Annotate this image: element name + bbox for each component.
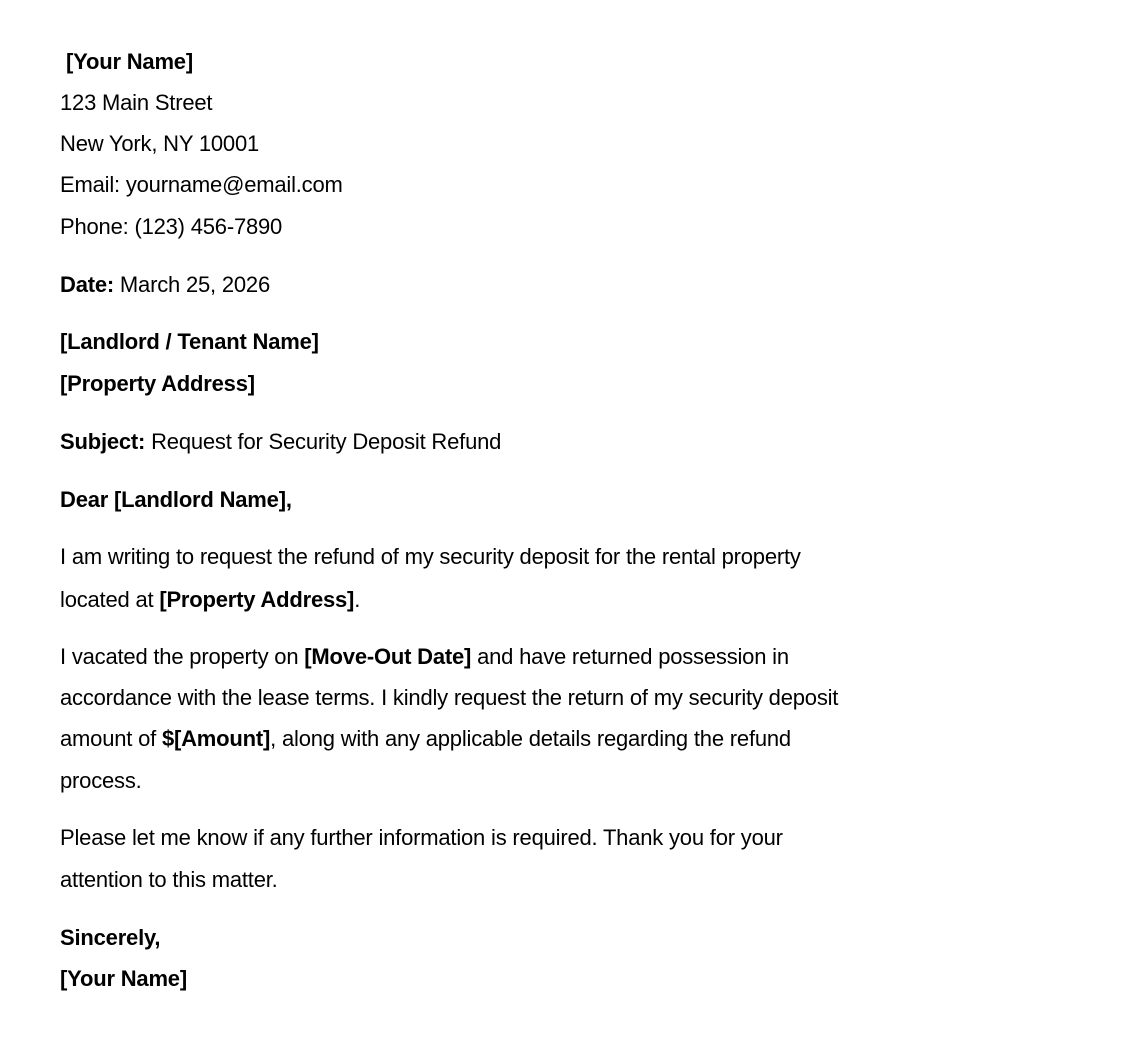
para3-line2: attention to this matter. — [60, 867, 278, 892]
subject-line — [60, 424, 501, 460]
salutation: Dear [Landlord Name], — [60, 487, 292, 512]
date-value: March 25, 2026 — [114, 272, 271, 297]
date-label: Date: — [60, 272, 115, 297]
subject-value: Request for Security Deposit Refund — [145, 429, 502, 454]
sender-street: 123 Main Street — [60, 90, 213, 115]
sender-city: New York, NY 10001 — [60, 131, 260, 156]
para3-line1: Please let me know if any further information is required. Thank you for your — [60, 825, 783, 850]
recipient-name: [Landlord / Tenant Name] — [60, 329, 319, 354]
para2-line1: I vacated the property on [Move-Out Date] and have returned possession in — [60, 644, 789, 669]
para2-line3: amount of $[Amount], along with any applicable details regarding the refund — [60, 726, 791, 751]
subject-label: Subject: — [60, 429, 146, 454]
para1-line2: located at [Property Address]. — [60, 587, 361, 612]
closing-valediction: Sincerely, — [60, 925, 161, 950]
para2-line2: accordance with the lease terms. I kindly request the return of my security deposit — [60, 685, 839, 710]
para2-line4: process. — [60, 768, 142, 793]
recipient-address: [Property Address] — [60, 371, 255, 396]
para1-line1: I am writing to request the refund of my security deposit for the rental property — [60, 544, 801, 569]
sender-name: [Your Name] — [66, 49, 193, 74]
sender-phone: Phone: (123) 456-7890 — [60, 214, 283, 239]
sender-email: Email: yourname@email.com — [60, 172, 343, 197]
date-line — [60, 267, 270, 303]
closing-name: [Your Name] — [60, 966, 187, 991]
